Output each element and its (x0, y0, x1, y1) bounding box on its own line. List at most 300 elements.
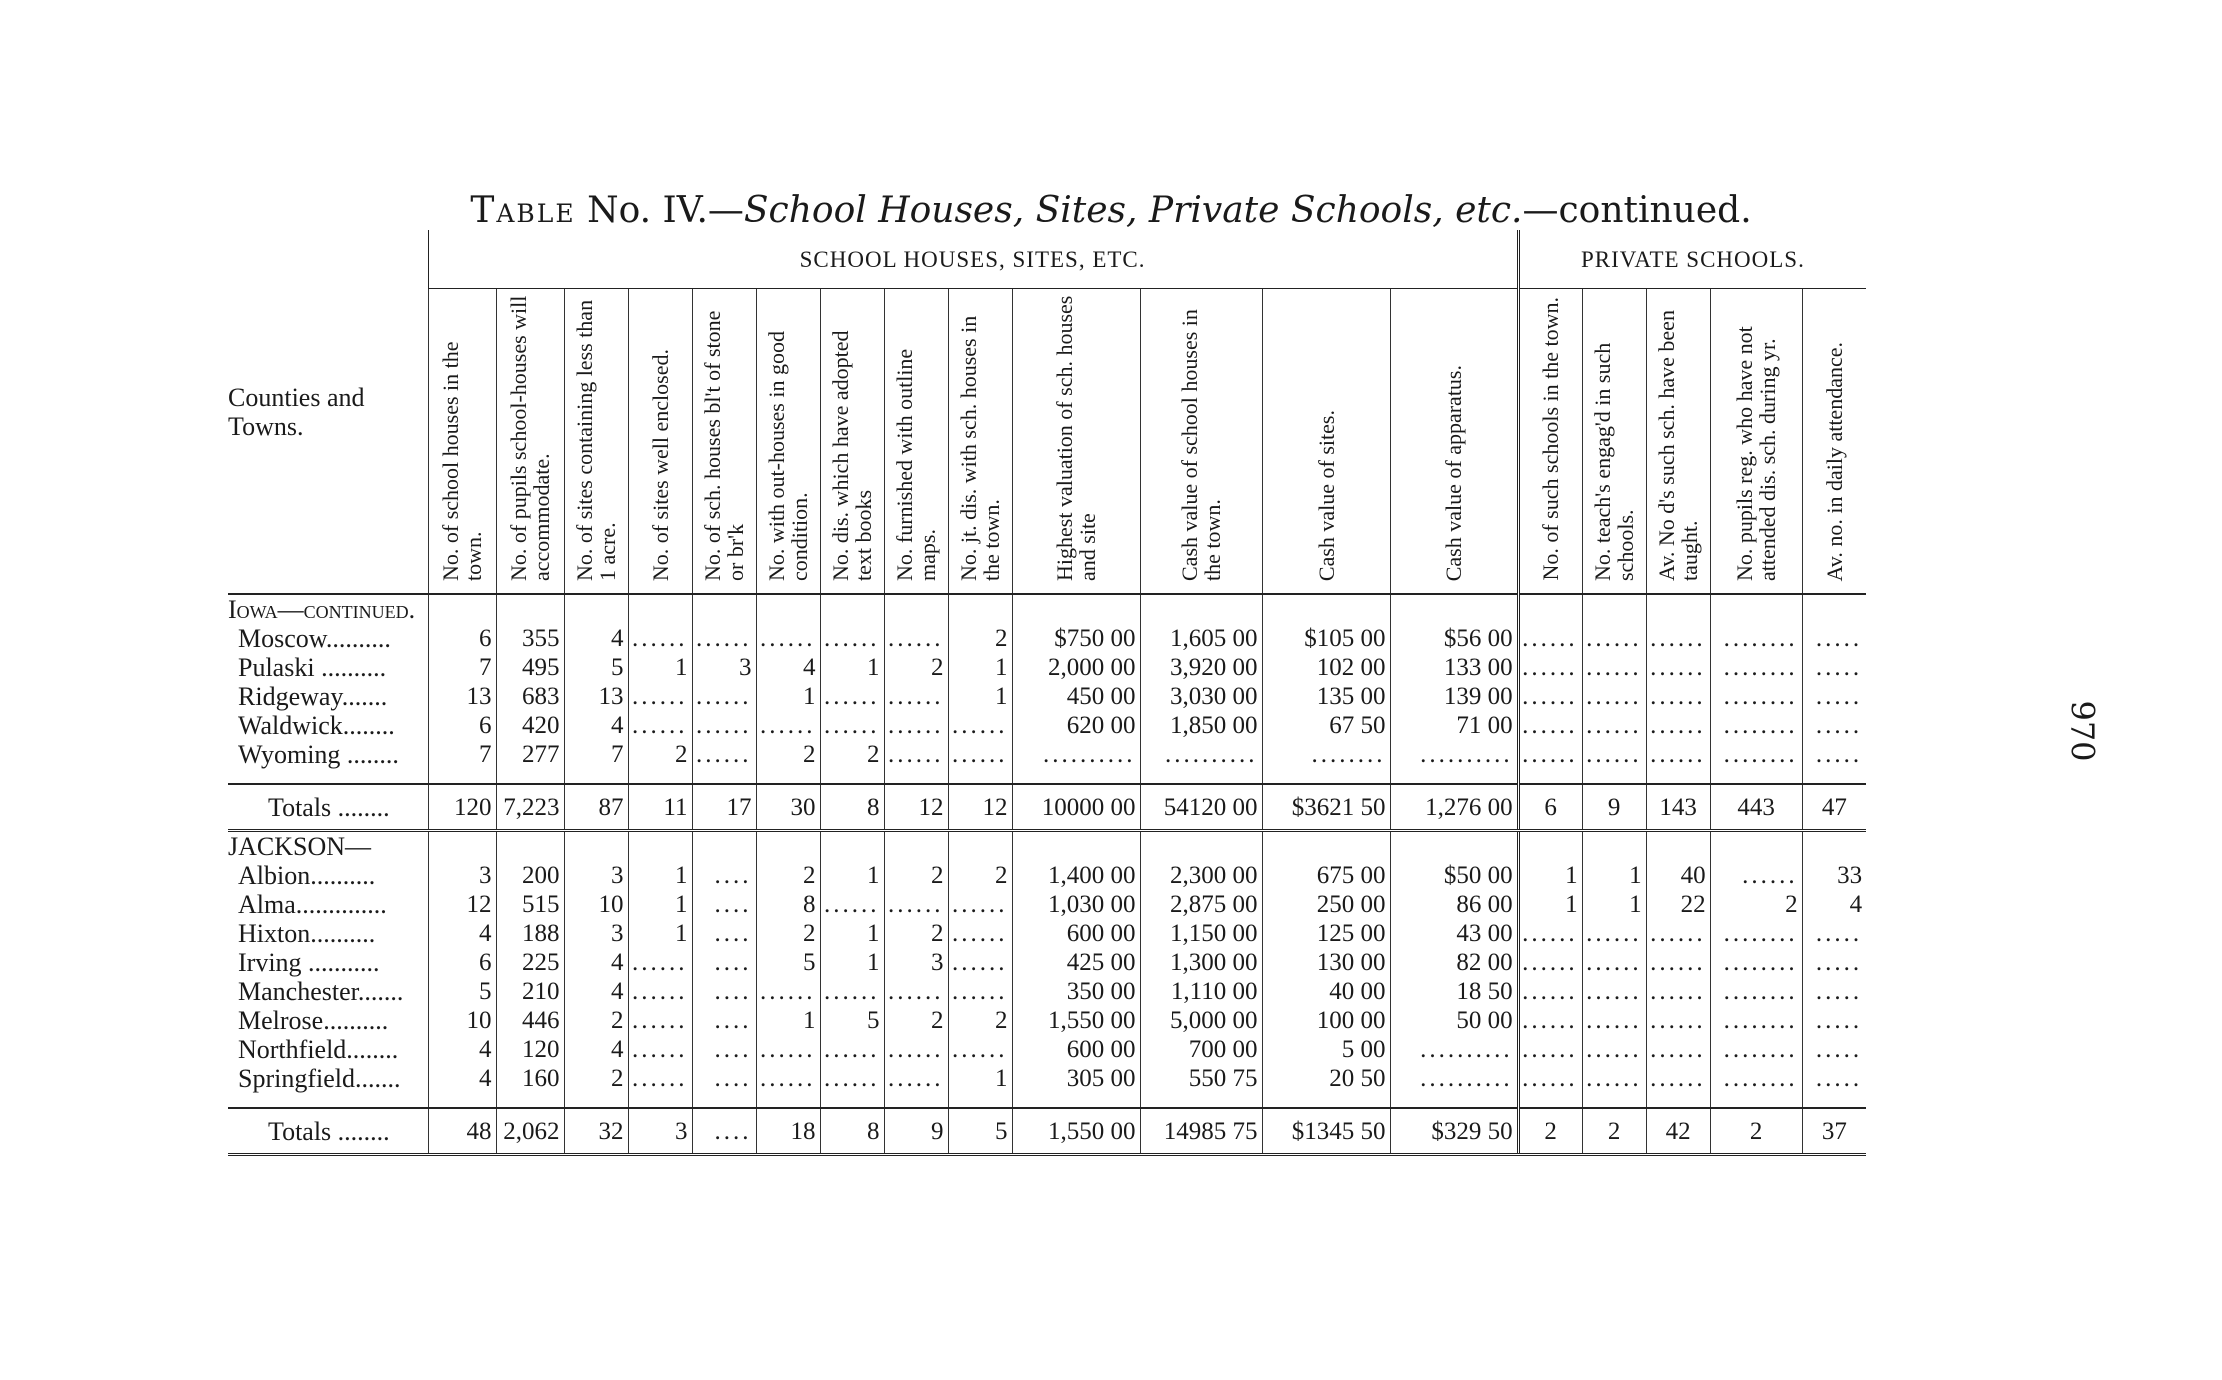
table-cell: ...... (1646, 1006, 1710, 1035)
table-cell: 2,062 (496, 1108, 564, 1155)
table-cell: 250 00 (1262, 890, 1390, 919)
table-cell: ...... (1518, 740, 1582, 769)
column-header-16 (1646, 289, 1710, 595)
table-cell: 102 00 (1262, 653, 1390, 682)
table-cell: ...... (1518, 711, 1582, 740)
table-cell: .......... (1390, 740, 1518, 769)
table-cell: ...... (884, 624, 948, 653)
table-cell: 8 (756, 890, 820, 919)
column-header-label: Av. No d's such sch. have been taught. (1654, 310, 1703, 581)
table-cell: ...... (756, 711, 820, 740)
table-cell: ........ (1710, 1064, 1802, 1093)
table-cell: 277 (496, 740, 564, 769)
table-cell: ........ (1710, 977, 1802, 1006)
table-cell: ...... (1646, 740, 1710, 769)
table-cell: 8 (820, 1108, 884, 1155)
title-number: No. IV. (587, 190, 708, 231)
table-cell: ...... (948, 948, 1012, 977)
table-cell: 425 00 (1012, 948, 1140, 977)
title-suffix: —continued. (1522, 190, 1752, 231)
table-cell: 2 (564, 1006, 628, 1035)
table-cell: 10000 00 (1012, 784, 1140, 831)
table-cell: 350 00 (1012, 977, 1140, 1006)
table-cell: 43 00 (1390, 919, 1518, 948)
table-cell: 700 00 (1140, 1035, 1262, 1064)
table-cell: .... (692, 1064, 756, 1093)
table-cell: ...... (1582, 682, 1646, 711)
table-cell: $1345 50 (1262, 1108, 1390, 1155)
table-cell: 225 (496, 948, 564, 977)
table-cell: 2,875 00 (1140, 890, 1262, 919)
table-cell: ...... (628, 977, 692, 1006)
table-cell: ...... (692, 711, 756, 740)
table-cell: 8 (820, 784, 884, 831)
row-name: Northfield........ (238, 1035, 399, 1064)
column-header-15 (1582, 289, 1646, 595)
column-header-label: Av. no. in daily attendance. (1821, 341, 1847, 581)
table-cell: 2 (948, 1006, 1012, 1035)
table-title: Table No. IV.—School Houses, Sites, Private Schools, etc.—continued. (470, 190, 1752, 231)
column-header-label: Highest valuation of sch. houses and site (1052, 295, 1100, 581)
table-cell: .... (692, 948, 756, 977)
column-header-7 (820, 289, 884, 595)
table-cell: 30 (756, 784, 820, 831)
table-row (228, 977, 1866, 1006)
column-header-4 (628, 289, 692, 595)
table-cell: 1 (1518, 861, 1582, 890)
name-column-header (228, 230, 428, 594)
table-cell: 683 (496, 682, 564, 711)
column-header-label: Cash value of school houses in the town. (1177, 309, 1225, 581)
table-cell: 1 (628, 919, 692, 948)
table-row (228, 948, 1866, 977)
table-cell: 4 (564, 977, 628, 1006)
table-cell: 200 (496, 861, 564, 890)
table-cell: ...... (1646, 682, 1710, 711)
table-cell: ...... (1518, 948, 1582, 977)
table-cell: 6 (428, 948, 496, 977)
table-cell: 3,920 00 (1140, 653, 1262, 682)
table-cell: 40 (1646, 861, 1710, 890)
section-heading (228, 831, 428, 862)
section-heading (228, 594, 428, 624)
table-cell: 305 00 (1012, 1064, 1140, 1093)
table-cell: 3,030 00 (1140, 682, 1262, 711)
table-cell: ...... (1518, 1064, 1582, 1093)
table-cell: 1 (948, 1064, 1012, 1093)
column-header-label: No. of sites well enclosed. (647, 348, 673, 581)
table-cell: ........ (1710, 740, 1802, 769)
table-cell: ...... (1646, 1064, 1710, 1093)
table-cell: 1,850 00 (1140, 711, 1262, 740)
table-cell: 4 (564, 1035, 628, 1064)
column-header-label: No. of sites containing less than 1 acre. (572, 299, 620, 581)
table-body (228, 594, 1866, 1155)
table-cell: ...... (628, 1006, 692, 1035)
table-cell: 139 00 (1390, 682, 1518, 711)
table-cell: 54120 00 (1140, 784, 1262, 831)
table-cell: $50 00 (1390, 861, 1518, 890)
table-cell: ...... (1518, 653, 1582, 682)
table-cell: 33 (1802, 861, 1866, 890)
table-cell: 9 (1582, 784, 1646, 831)
table-cell: 2 (884, 1006, 948, 1035)
table-cell: ...... (1582, 948, 1646, 977)
table-cell: .......... (1012, 740, 1140, 769)
table-cell: 4 (428, 1064, 496, 1093)
table-cell: ...... (628, 711, 692, 740)
table-cell: 3 (564, 861, 628, 890)
column-header-label: Cash value of apparatus. (1441, 364, 1467, 581)
row-name: Albion.......... (238, 861, 376, 890)
table-cell: ...... (820, 1035, 884, 1064)
table-cell: ...... (1582, 919, 1646, 948)
table-cell: ...... (1582, 653, 1646, 682)
table-cell: ...... (628, 1064, 692, 1093)
table-cell: $3621 50 (1262, 784, 1390, 831)
column-header-label: No. teach's engag'd in such schools. (1590, 342, 1639, 581)
table-cell: 495 (496, 653, 564, 682)
table-cell: 11 (628, 784, 692, 831)
table-cell: ...... (884, 890, 948, 919)
column-header-1 (428, 289, 496, 595)
table-row (228, 682, 1866, 711)
row-name: Melrose.......... (238, 1006, 389, 1035)
table-cell: 40 00 (1262, 977, 1390, 1006)
table-cell: 125 00 (1262, 919, 1390, 948)
table-cell: ..... (1802, 682, 1866, 711)
table-cell: ...... (884, 682, 948, 711)
table-cell: 6 (428, 624, 496, 653)
table-cell: $105 00 (1262, 624, 1390, 653)
table-cell: 450 00 (1012, 682, 1140, 711)
table-cell: 130 00 (1262, 948, 1390, 977)
table-cell: 1,110 00 (1140, 977, 1262, 1006)
table-cell: 1 (948, 682, 1012, 711)
table-cell: ........ (1710, 682, 1802, 711)
column-header-row (228, 289, 1866, 595)
table-cell: 1 (820, 948, 884, 977)
table-cell: ..... (1802, 977, 1866, 1006)
table-cell: 2 (948, 861, 1012, 890)
table-cell: ........ (1710, 1035, 1802, 1064)
table-cell: ...... (1646, 977, 1710, 1006)
table-cell: ...... (628, 1035, 692, 1064)
totals-row (228, 784, 1866, 831)
table-cell: 446 (496, 1006, 564, 1035)
section-heading-text: JACKSON— (228, 832, 372, 861)
table-cell: 188 (496, 919, 564, 948)
column-header-11 (1140, 289, 1262, 595)
table-row (228, 861, 1866, 890)
table-row (228, 890, 1866, 919)
table-cell: $750 00 (1012, 624, 1140, 653)
table-cell: ...... (948, 740, 1012, 769)
table-cell: 420 (496, 711, 564, 740)
table-cell: ...... (820, 1064, 884, 1093)
table-cell: 443 (1710, 784, 1802, 831)
table-cell: ...... (884, 1064, 948, 1093)
table-cell: ...... (884, 740, 948, 769)
table-cell: .... (692, 861, 756, 890)
table-cell: ...... (1582, 711, 1646, 740)
table-cell: 1 (1582, 861, 1646, 890)
table-cell: ..... (1802, 624, 1866, 653)
table-cell: 48 (428, 1108, 496, 1155)
table-cell: 82 00 (1390, 948, 1518, 977)
column-header-label: No. dis. which have adopted text books (828, 330, 876, 581)
table-cell: 4 (756, 653, 820, 682)
table-cell: 12 (428, 890, 496, 919)
table-cell: 6 (428, 711, 496, 740)
table-cell: 37 (1802, 1108, 1866, 1155)
table-cell: ..... (1802, 1006, 1866, 1035)
table-cell: 7 (564, 740, 628, 769)
table-cell: ...... (820, 624, 884, 653)
table-cell: ...... (1646, 1035, 1710, 1064)
page-number: 970 (2063, 700, 2102, 762)
table-cell: ...... (948, 711, 1012, 740)
table-cell: ...... (1582, 1035, 1646, 1064)
table-cell: 550 75 (1140, 1064, 1262, 1093)
table-cell: 3 (884, 948, 948, 977)
table-row (228, 1006, 1866, 1035)
row-name: Springfield....... (238, 1064, 401, 1093)
table-cell: ...... (948, 977, 1012, 1006)
table-cell: 3 (628, 1108, 692, 1155)
table-cell: 5,000 00 (1140, 1006, 1262, 1035)
table-cell: ..... (1802, 740, 1866, 769)
row-name: Manchester....... (238, 977, 404, 1006)
table-cell: 6 (1518, 784, 1582, 831)
table-cell: 2 (1582, 1108, 1646, 1155)
table-cell: 87 (564, 784, 628, 831)
school-houses-group-header: SCHOOL HOUSES, SITES, ETC. (428, 230, 1518, 289)
table-cell: 22 (1646, 890, 1710, 919)
table-cell: 1 (628, 890, 692, 919)
table-cell: 10 (428, 1006, 496, 1035)
column-header-label: No. furnished with outline maps. (892, 348, 940, 581)
table-cell: ..... (1802, 919, 1866, 948)
column-header-2 (496, 289, 564, 595)
table-cell: 2 (1518, 1108, 1582, 1155)
table-cell: 620 00 (1012, 711, 1140, 740)
table-cell: 2 (884, 861, 948, 890)
table-cell: ........ (1262, 740, 1390, 769)
table-cell: 1 (1518, 890, 1582, 919)
table-cell: 4 (428, 919, 496, 948)
table-cell: ...... (1582, 740, 1646, 769)
table-cell: 2 (1710, 890, 1802, 919)
row-name: Totals ........ (228, 784, 428, 831)
table-cell: 42 (1646, 1108, 1710, 1155)
table-row (228, 1035, 1866, 1064)
table-cell: 1,400 00 (1012, 861, 1140, 890)
table-cell: 2 (820, 740, 884, 769)
table-cell: ...... (756, 977, 820, 1006)
table-cell: 1 (756, 682, 820, 711)
column-header-8 (884, 289, 948, 595)
table-cell: 3 (692, 653, 756, 682)
title-prefix: Table (470, 190, 576, 231)
table-cell: 18 (756, 1108, 820, 1155)
table-cell: ...... (1646, 948, 1710, 977)
table-cell: ...... (820, 711, 884, 740)
row-name: Totals ........ (228, 1108, 428, 1155)
table-cell: ...... (756, 1064, 820, 1093)
table-cell: 5 (948, 1108, 1012, 1155)
row-name: Irving ........... (238, 948, 380, 977)
table-cell: 71 00 (1390, 711, 1518, 740)
column-header-label: No. of sch. houses bl't of stone or br'k (700, 310, 748, 581)
table-cell: 143 (1646, 784, 1710, 831)
name-header-label: Counties and Towns. (228, 382, 365, 441)
table-cell: 4 (564, 624, 628, 653)
table-cell: .... (692, 1006, 756, 1035)
table-cell: 12 (948, 784, 1012, 831)
table-cell: 86 00 (1390, 890, 1518, 919)
group-header-row (228, 230, 1866, 289)
table-cell: ..... (1802, 1035, 1866, 1064)
row-name: Alma.............. (238, 890, 387, 919)
column-header-17 (1710, 289, 1802, 595)
column-header-3 (564, 289, 628, 595)
row-name: Waldwick........ (238, 711, 395, 740)
table-cell: ..... (1802, 711, 1866, 740)
column-header-13 (1390, 289, 1518, 595)
table-cell: .......... (1140, 740, 1262, 769)
table-row (228, 919, 1866, 948)
table-cell: 133 00 (1390, 653, 1518, 682)
column-header-18 (1802, 289, 1866, 595)
column-header-9 (948, 289, 1012, 595)
table-cell: ...... (884, 711, 948, 740)
table-cell: .... (692, 890, 756, 919)
table-cell: 120 (428, 784, 496, 831)
table-cell: 47 (1802, 784, 1866, 831)
table-cell: ...... (692, 624, 756, 653)
section-heading-text: Iowa—continued. (228, 595, 416, 624)
table-cell: 1,605 00 (1140, 624, 1262, 653)
table-cell: ...... (1518, 1006, 1582, 1035)
table-cell: ...... (1646, 711, 1710, 740)
table-cell: ...... (820, 682, 884, 711)
table-cell: 1 (628, 653, 692, 682)
table-cell: 5 00 (1262, 1035, 1390, 1064)
table-row (228, 624, 1866, 653)
spacer-row (228, 769, 1866, 784)
table-cell: 600 00 (1012, 919, 1140, 948)
row-name: Pulaski .......... (238, 653, 387, 682)
table-cell: ........ (1710, 919, 1802, 948)
table-cell: .... (692, 1108, 756, 1155)
table-cell: 2 (564, 1064, 628, 1093)
table-cell: ........ (1710, 711, 1802, 740)
table-cell: ...... (1518, 624, 1582, 653)
row-name: Wyoming ........ (238, 740, 399, 769)
table-cell: 5 (756, 948, 820, 977)
table-cell: 355 (496, 624, 564, 653)
table-cell: ...... (1710, 861, 1802, 890)
row-name: Moscow.......... (238, 624, 391, 653)
table-cell: ...... (1518, 1035, 1582, 1064)
table-cell: 13 (564, 682, 628, 711)
table-cell: 1 (820, 861, 884, 890)
table-cell: 2 (756, 919, 820, 948)
table-cell: 10 (564, 890, 628, 919)
table-cell: ...... (820, 977, 884, 1006)
table-row (228, 711, 1866, 740)
table-cell: 4 (1802, 890, 1866, 919)
table-cell: 1,150 00 (1140, 919, 1262, 948)
column-header-label: No. with out-houses in good condition. (764, 331, 812, 581)
table-cell: 3 (564, 919, 628, 948)
table-row (228, 740, 1866, 769)
table-cell: ..... (1802, 653, 1866, 682)
table-cell: 5 (564, 653, 628, 682)
table-cell: .... (692, 919, 756, 948)
statistics-table (228, 230, 1866, 1156)
table-cell: .......... (1390, 1035, 1518, 1064)
table-cell: ...... (692, 682, 756, 711)
table-cell: ...... (628, 948, 692, 977)
table-cell: 20 50 (1262, 1064, 1390, 1093)
table-cell: 1 (628, 861, 692, 890)
column-header-label: No. pupils reg. who have not attended dis. sch. during yr. (1732, 326, 1781, 581)
table-cell: 14985 75 (1140, 1108, 1262, 1155)
table-cell: 5 (820, 1006, 884, 1035)
table-cell: ...... (1518, 977, 1582, 1006)
table-row (228, 1064, 1866, 1093)
column-header-14 (1518, 289, 1582, 595)
table-row (228, 653, 1866, 682)
column-header-5 (692, 289, 756, 595)
table-cell: ...... (1646, 624, 1710, 653)
table-cell: 100 00 (1262, 1006, 1390, 1035)
table-cell: 3 (428, 861, 496, 890)
table-cell: ...... (1518, 919, 1582, 948)
table-cell: 1 (756, 1006, 820, 1035)
table-container (228, 230, 2028, 1156)
table-cell: ...... (948, 919, 1012, 948)
table-cell: 160 (496, 1064, 564, 1093)
table-cell: 4 (564, 948, 628, 977)
table-cell: 1 (948, 653, 1012, 682)
table-cell: 4 (428, 1035, 496, 1064)
table-cell: 2,000 00 (1012, 653, 1140, 682)
table-cell: 2 (756, 740, 820, 769)
table-cell: 210 (496, 977, 564, 1006)
table-cell: 50 00 (1390, 1006, 1518, 1035)
table-cell: .... (692, 1035, 756, 1064)
table-cell: ...... (948, 1035, 1012, 1064)
table-cell: ...... (756, 624, 820, 653)
table-cell: ...... (948, 890, 1012, 919)
table-cell: 7,223 (496, 784, 564, 831)
table-cell: ........ (1710, 653, 1802, 682)
table-cell: ...... (1582, 977, 1646, 1006)
table-cell: 18 50 (1390, 977, 1518, 1006)
table-cell: ........ (1710, 624, 1802, 653)
table-cell: 17 (692, 784, 756, 831)
table-cell: ........ (1710, 948, 1802, 977)
table-cell: $329 50 (1390, 1108, 1518, 1155)
table-cell: 2 (884, 653, 948, 682)
table-cell: ...... (628, 682, 692, 711)
table-cell: ...... (1646, 653, 1710, 682)
table-cell: ...... (1582, 624, 1646, 653)
table-cell: 13 (428, 682, 496, 711)
